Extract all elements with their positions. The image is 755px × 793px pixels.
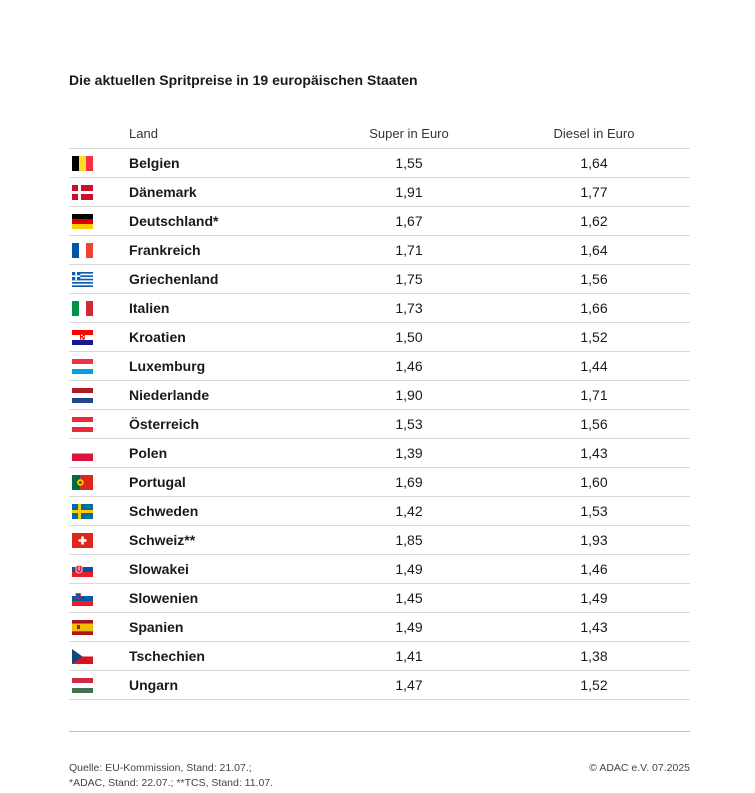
luxembourg-flag-icon (72, 359, 93, 374)
hungary-flag-icon (72, 678, 93, 693)
diesel-price: 1,93 (580, 532, 608, 548)
diesel-price: 1,49 (580, 590, 608, 606)
diesel-price: 1,43 (580, 445, 608, 461)
diesel-price: 1,52 (580, 329, 608, 345)
super-price: 1,49 (395, 561, 423, 577)
diesel-price: 1,77 (580, 184, 608, 200)
diesel-price: 1,53 (580, 503, 608, 519)
super-price: 1,75 (395, 271, 423, 287)
table-row (69, 584, 690, 613)
switzerland-flag-icon (72, 533, 93, 548)
austria-flag-icon (72, 417, 93, 432)
country-name: Niederlande (129, 387, 210, 403)
spain-flag-icon (72, 620, 93, 635)
diesel-price: 1,66 (580, 300, 608, 316)
country-name: Schweiz** (129, 532, 196, 548)
country-name: Italien (129, 300, 170, 316)
table-row (69, 439, 690, 468)
portugal-flag-icon (72, 475, 93, 490)
country-name: Deutschland* (129, 213, 219, 229)
super-price: 1,85 (395, 532, 423, 548)
header-super: Super in Euro (369, 126, 449, 141)
country-name: Schweden (129, 503, 199, 519)
table-row (69, 642, 690, 671)
table-row (69, 497, 690, 526)
super-price: 1,46 (395, 358, 423, 374)
table-row (69, 149, 690, 178)
diesel-price: 1,71 (580, 387, 608, 403)
super-price: 1,67 (395, 213, 423, 229)
diesel-price: 1,60 (580, 474, 608, 490)
header-diesel: Diesel in Euro (553, 126, 635, 141)
table-row (69, 265, 690, 294)
table-row (69, 178, 690, 207)
diesel-price: 1,62 (580, 213, 608, 229)
table-row (69, 352, 690, 381)
source-line-1: Quelle: EU-Kommission, Stand: 21.07.; (69, 762, 252, 774)
belgium-flag-icon (72, 156, 93, 171)
diesel-price: 1,38 (580, 648, 608, 664)
super-price: 1,45 (395, 590, 423, 606)
super-price: 1,47 (395, 677, 423, 693)
super-price: 1,50 (395, 329, 423, 345)
greece-flag-icon (72, 272, 93, 287)
table-row (69, 555, 690, 584)
super-price: 1,53 (395, 416, 423, 432)
page-title: Die aktuellen Spritpreise in 19 europäischen Staaten (69, 72, 418, 88)
super-price: 1,90 (395, 387, 423, 403)
header-land: Land (129, 126, 158, 141)
country-name: Polen (129, 445, 168, 461)
country-name: Österreich (129, 416, 200, 432)
super-price: 1,73 (395, 300, 423, 316)
super-price: 1,55 (395, 155, 423, 171)
denmark-flag-icon (72, 185, 93, 200)
table-row (69, 323, 690, 352)
diesel-price: 1,52 (580, 677, 608, 693)
country-name: Spanien (129, 619, 184, 635)
table-row (69, 207, 690, 236)
super-price: 1,39 (395, 445, 423, 461)
country-name: Portugal (129, 474, 186, 490)
country-name: Tschechien (129, 648, 205, 664)
diesel-price: 1,44 (580, 358, 608, 374)
table-bottom-rule (69, 731, 690, 732)
price-table (69, 120, 690, 700)
country-name: Kroatien (129, 329, 186, 345)
diesel-price: 1,43 (580, 619, 608, 635)
country-name: Slowenien (129, 590, 199, 606)
copyright: © ADAC e.V. 07.2025 (589, 762, 690, 774)
table-row (69, 671, 690, 700)
table-row (69, 410, 690, 439)
table-row (69, 294, 690, 323)
country-name: Griechenland (129, 271, 219, 287)
table-row (69, 526, 690, 555)
czechia-flag-icon (72, 649, 93, 664)
super-price: 1,91 (395, 184, 423, 200)
diesel-price: 1,64 (580, 242, 608, 258)
table-row (69, 381, 690, 410)
diesel-price: 1,56 (580, 271, 608, 287)
country-name: Slowakei (129, 561, 189, 577)
sweden-flag-icon (72, 504, 93, 519)
country-name: Luxemburg (129, 358, 206, 374)
germany-flag-icon (72, 214, 93, 229)
diesel-price: 1,46 (580, 561, 608, 577)
diesel-price: 1,56 (580, 416, 608, 432)
super-price: 1,42 (395, 503, 423, 519)
table-row (69, 613, 690, 642)
country-name: Frankreich (129, 242, 201, 258)
super-price: 1,71 (395, 242, 423, 258)
super-price: 1,41 (395, 648, 423, 664)
diesel-price: 1,64 (580, 155, 608, 171)
country-name: Dänemark (129, 184, 197, 200)
table-row (69, 468, 690, 497)
super-price: 1,69 (395, 474, 423, 490)
slovakia-flag-icon (72, 562, 93, 577)
italy-flag-icon (72, 301, 93, 316)
source-line-2: *ADAC, Stand: 22.07.; **TCS, Stand: 11.07. (69, 777, 274, 789)
country-name: Ungarn (129, 677, 178, 693)
croatia-flag-icon (72, 330, 93, 345)
table-header (69, 120, 690, 149)
poland-flag-icon (72, 446, 93, 461)
country-name: Belgien (129, 155, 180, 171)
super-price: 1,49 (395, 619, 423, 635)
source-note (69, 761, 273, 791)
slovenia-flag-icon (72, 591, 93, 606)
netherlands-flag-icon (72, 388, 93, 403)
table-row (69, 236, 690, 265)
france-flag-icon (72, 243, 93, 258)
